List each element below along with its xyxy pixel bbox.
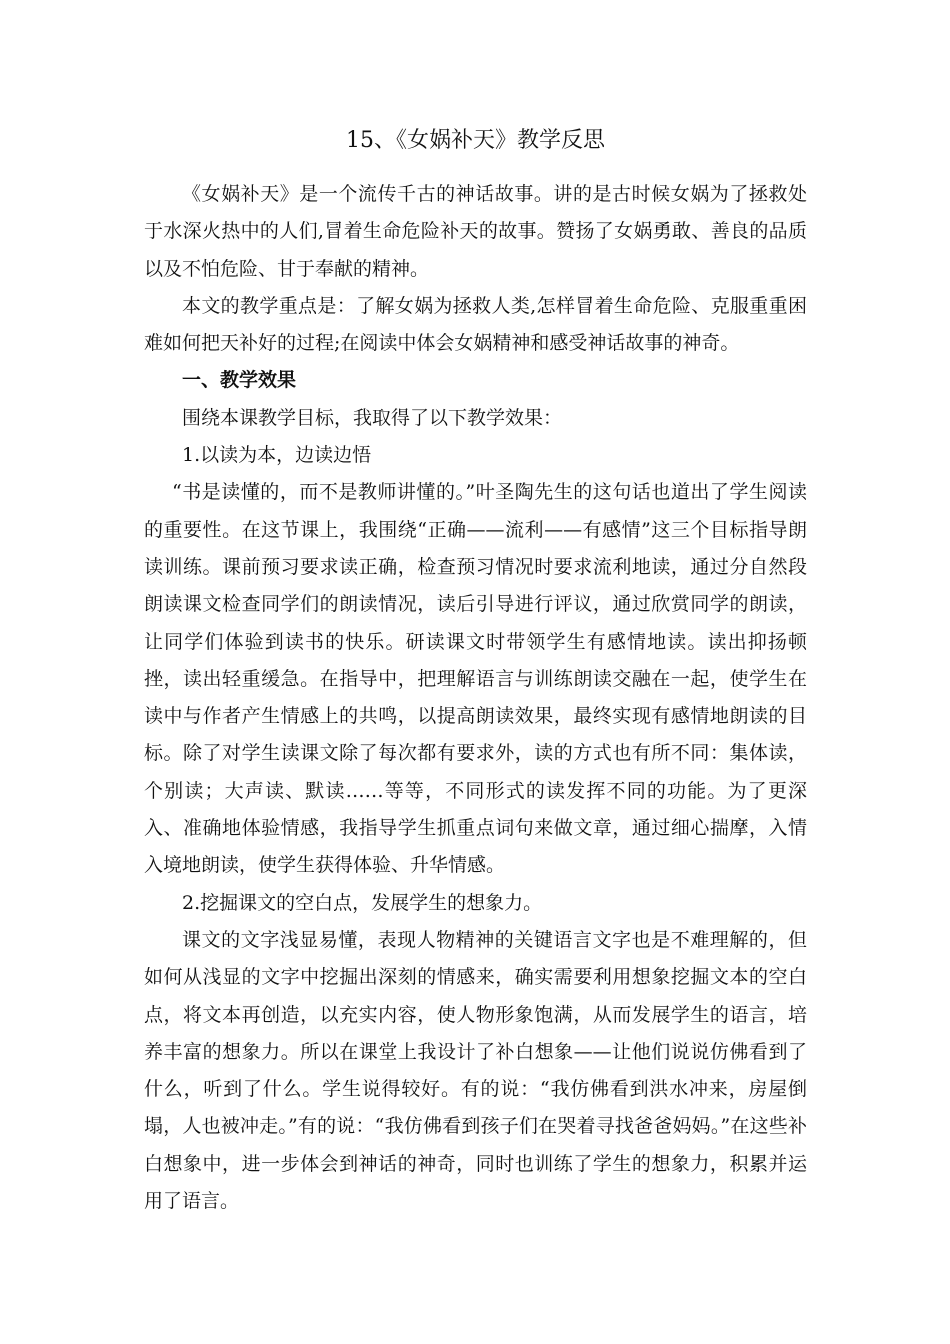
imagination-paragraph: 课文的文字浅显易懂，表现人物精神的关键语言文字也是不难理解的，但如何从浅显的文字中挖掘出深刻的情感来，确实需要利用想象挖掘文本的空白点，将文本再创造，以充实内容，使人物形象饱满，从而发展学生的语言，培养丰富的想象力。所以在课堂上我设计了补白想象——让他们说说仿佛看到了什么，听到了什么。学生说得较好。有的说：“我仿佛看到洪水冲来，房屋倒塌，人也被冲走。”有的说：“我仿佛看到孩子们在哭着寻找爸爸妈妈。”在这些补白想象中，进一步体会到神话的神奇，同时也训练了学生的想象力，积累并运用了语言。 bbox=[144, 928, 807, 1213]
subheading-1: 1.以读为本，边读边悟 bbox=[182, 444, 372, 467]
section-heading: 一、教学效果 bbox=[182, 369, 297, 392]
document-body bbox=[144, 176, 807, 1220]
intro-paragraph: 《女娲补天》是一个流传千古的神话故事。讲的是古时候女娲为了拯救处于水深火热中的人们,冒着生命危险补天的故事。赞扬了女娲勇敢、善良的品质以及不怕危险、甘于奉献的精神。 bbox=[144, 183, 807, 280]
focus-paragraph: 本文的教学重点是：了解女娲为拯救人类,怎样冒着生命危险、克服重重困难如何把天补好的过程;在阅读中体会女娲精神和感受神话故事的神奇。 bbox=[144, 294, 807, 355]
subheading-2: 2.挖掘课文的空白点，发展学生的想象力。 bbox=[182, 891, 543, 914]
reading-paragraph: “书是读懂的，而不是教师讲懂的。”叶圣陶先生的这句话也道出了学生阅读的重要性。在这节课上，我围绕“正确——流利——有感情”这三个目标指导朗读训练。课前预习要求读正确，检查预习情况时要求流利地读，通过分自然段朗读课文检查同学们的朗读情况，读后引导进行评议，通过欣赏同学的朗读，让同学们体验到读书的快乐。研读课文时带领学生有感情地读。读出抑扬顿挫，读出轻重缓急。在指导中，把理解语言与训练朗读交融在一起，使学生在读中与作者产生情感上的共鸣，以提高朗读效果，最终实现有感情地朗读的目标。除了对学生读课文除了每次都有要求外，读的方式也有所不同：集体读，个别读；大声读、默读……等等，不同形式的读发挥不同的功能。为了更深入、准确地体验情感，我指导学生抓重点词句来做文章，通过细心揣摩，入情入境地朗读，使学生获得体验、升华情感。 bbox=[144, 481, 807, 877]
document-page bbox=[144, 0, 807, 1344]
section-intro-paragraph: 围绕本课教学目标，我取得了以下教学效果： bbox=[182, 406, 563, 429]
page-title: 15、《女娲补天》教学反思 bbox=[346, 128, 605, 153]
